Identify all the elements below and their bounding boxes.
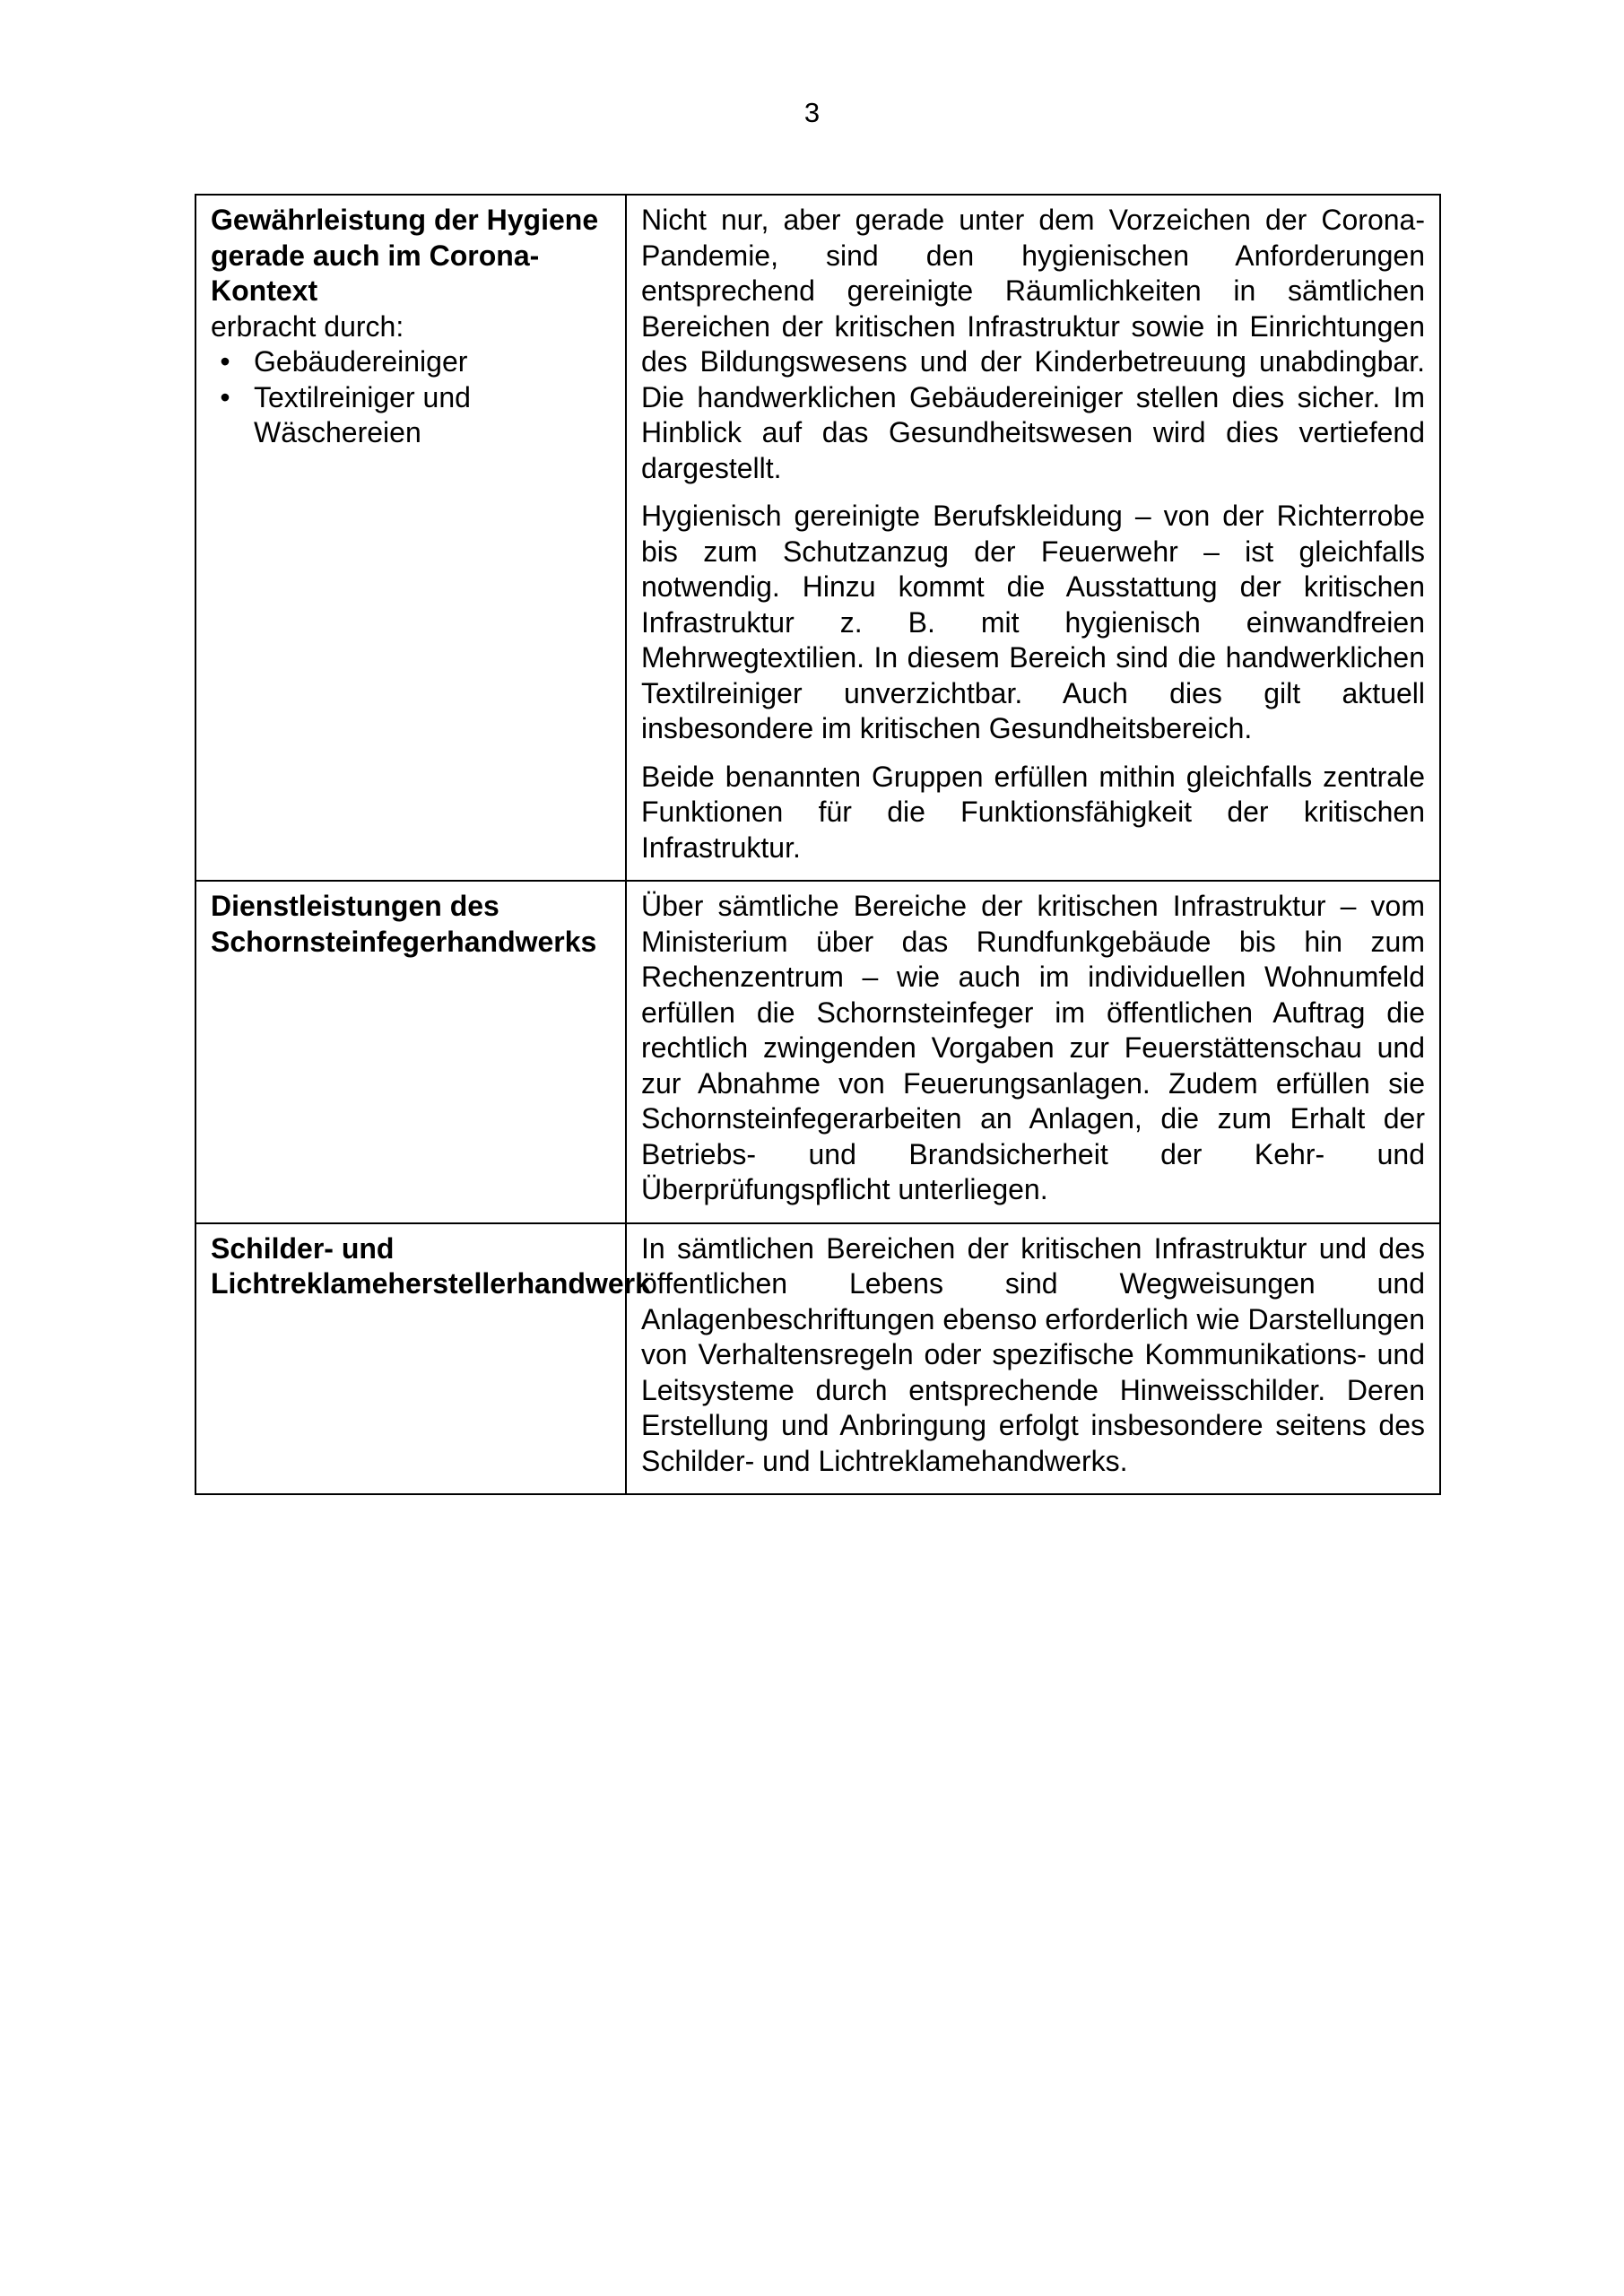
bullet-icon: • (220, 380, 230, 413)
paragraph: In sämtlichen Bereichen der kritischen Infrastruktur und des öffentlichen Lebens sind Wegweisungen und Anlagenbeschriftungen ebenso erforderlich wie Darstellungen von Verhaltensregeln oder spezifische Kommunikations- und Leitsysteme durch entsprechende Hinweisschilder. Deren Erstellung und Anbringung erfolgt insbesondere seitens des Schilder- und Lichtreklamehandwerks. (641, 1231, 1425, 1477)
table-row (195, 881, 1440, 1223)
paragraph: Nicht nur, aber gerade unter dem Vorzeichen der Corona-Pandemie, sind den hygienischen Anforderungen entsprechend gereinigte Räumlichkeiten in sämtlichen Bereichen der kritischen Infrastruktur sowie in Einrichtungen des Bildungswesens und der Kinderbetreuung unabdingbar. Die handwerklichen Gebäudereiniger stellen dies sicher. Im Hinblick auf das Gesundheitswesen wird dies vertiefend dargestellt. (641, 204, 1425, 484)
row-title: Schilder- und Lichtreklameherstellerhandwerk (211, 1231, 651, 1300)
bullet-list (211, 344, 611, 451)
row-heading-cell (195, 881, 626, 1223)
list-item (220, 380, 611, 451)
paragraph: Beide benannten Gruppen erfüllen mithin gleichfalls zentrale Funktionen für die Funktionsfähigkeit der kritischen Infrastruktur. (641, 760, 1425, 864)
content-table (195, 194, 1441, 1495)
row-heading-cell (195, 1223, 651, 1495)
list-item (220, 344, 611, 380)
list-item-label: Gebäudereiniger (254, 345, 468, 378)
paragraph: Hygienisch gereinigte Berufskleidung – von der Richterrobe bis zum Schutzanzug der Feuerwehr – ist gleichfalls notwendig. Hinzu kommt die Ausstattung der kritischen Infrastruktur z. B. mit hygienisch einwandfreien Mehrwegtextilien. In diesem Bereich sind die handwerklichen Textilreiniger unverzichtbar. Auch dies gilt aktuell insbesondere im kritischen Gesundheitsbereich. (641, 500, 1425, 744)
row-body-cell (626, 881, 1440, 1223)
page-number: 3 (803, 97, 821, 128)
table-row (195, 1223, 1440, 1495)
list-item-label: Textilreiniger und Wäschereien (254, 380, 471, 448)
row-body-cell (626, 1223, 1440, 1495)
row-heading-cell (195, 195, 626, 881)
paragraph: Über sämtliche Bereiche der kritischen Infrastruktur – vom Ministerium über das Rundfunkgebäude bis hin zum Rechenzentrum – wie auch im individuellen Wohnumfeld erfüllen die Schornsteinfeger im öffentlichen Auftrag die rechtlich zwingenden Vorgaben zur Feuerstättenschau und zur Abnahme von Feuerungsanlagen. Zudem erfüllen sie Schornsteinfegerarbeiten an Anlagen, die zum Erhalt der Betriebs- und Brandsicherheit der Kehr- und Überprüfungspflicht unterliegen. (641, 890, 1425, 1205)
row-title: Gewährleistung der Hygiene gerade auch im Corona-Kontext (211, 204, 599, 307)
row-title: Dienstleistungen des Schornsteinfegerhandwerks (211, 890, 597, 958)
row-body-cell (626, 195, 1440, 881)
row-subtitle: erbracht durch: (211, 309, 404, 343)
table-row (195, 195, 1440, 881)
bullet-icon: • (220, 345, 230, 378)
